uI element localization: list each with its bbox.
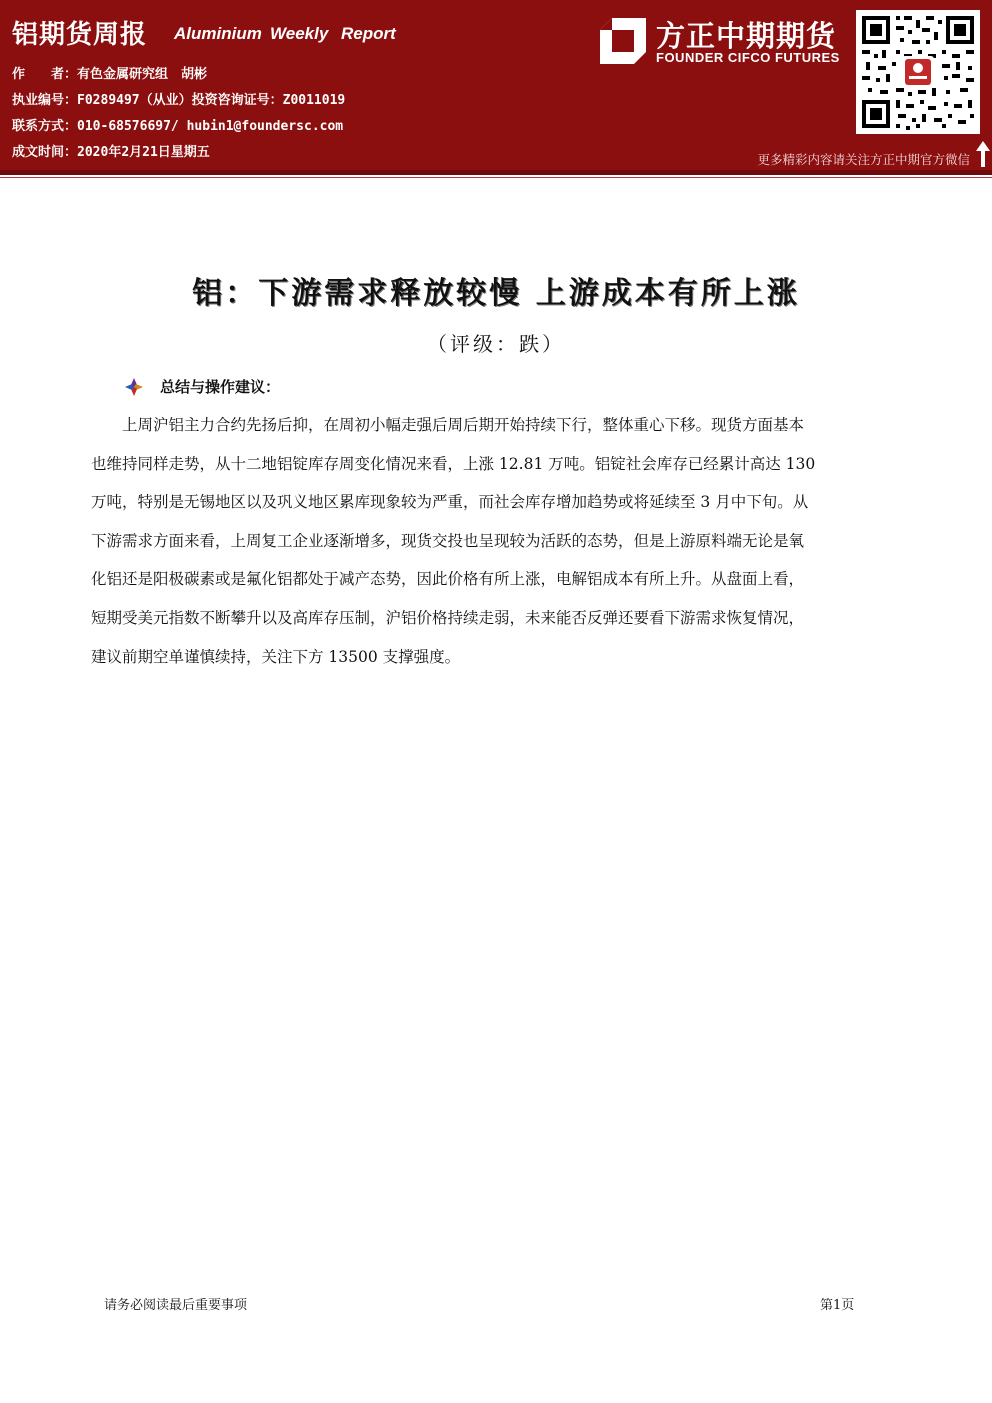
logo-cn-text: 方正中期期货 bbox=[656, 19, 837, 53]
section-heading-text: 总结与操作建议： bbox=[160, 378, 281, 396]
wechat-follow-note: 更多精彩内容请关注方正中期官方微信 bbox=[757, 152, 970, 167]
report-title-cn: 铝期货周报 bbox=[12, 20, 148, 50]
body-line: 化铝还是阳极碳素或是氟化铝都处于减产态势，因此价格有所上涨，电解铝成本有所上升。从盘面上看， bbox=[91, 570, 805, 589]
license-value: F0289497（从业）投资咨询证号：Z0011019 bbox=[77, 93, 346, 108]
date-line bbox=[12, 141, 210, 160]
contact-label: 联系方式： bbox=[12, 119, 78, 134]
footer-disclaimer: 请务必阅读最后重要事项 bbox=[104, 1298, 248, 1313]
body-line: 也维持同样走势，从十二地铝锭库存周变化情况来看，上涨 12.81 万吨。铝锭社会库存已经累计高达 130 bbox=[91, 454, 816, 473]
rating: （评级：跌） bbox=[427, 332, 565, 356]
contact-value: 010-68576697/ hubin1@foundersc.com bbox=[77, 119, 344, 134]
body-line: 万吨，特别是无锡地区以及巩义地区累库现象较为严重，而社会库存增加趋势或将延续至 3 月中下旬。从 bbox=[91, 493, 809, 512]
report-title-en-3: Report bbox=[341, 24, 396, 43]
header-thin-divider bbox=[0, 177, 992, 178]
up-arrow-icon bbox=[975, 140, 991, 168]
date-value: 2020年2月21日星期五 bbox=[77, 145, 210, 160]
license-line bbox=[12, 89, 345, 108]
body-line: 上周沪铝主力合约先扬后抑，在周初小幅走强后周后期开始持续下行，整体重心下移。现货方面基本 bbox=[91, 416, 805, 434]
author-value: 有色金属研究组 胡彬 bbox=[77, 67, 208, 82]
document-title: 铝：下游需求释放较慢 上游成本有所上涨 bbox=[192, 276, 800, 311]
report-title-en-1: Aluminium bbox=[174, 24, 262, 43]
author-label: 作 者： bbox=[12, 67, 78, 82]
body-paragraph bbox=[91, 406, 897, 676]
four-arrow-bullet-icon bbox=[124, 377, 144, 397]
body-line: 下游需求方面来看，上周复工企业逐渐增多，现货交投也呈现较为活跃的态势，但是上游原料端无论是氧 bbox=[91, 531, 805, 550]
report-header bbox=[0, 0, 992, 170]
contact-line bbox=[12, 115, 343, 134]
body-line: 短期受美元指数不断攀升以及高库存压制，沪铝价格持续走弱，未来能否反弹还要看下游需求恢复情况， bbox=[91, 608, 805, 627]
wechat-qr-code-icon bbox=[856, 10, 980, 134]
header-divider bbox=[0, 170, 992, 175]
page-number: 第1页 bbox=[820, 1298, 855, 1313]
report-title-en-2: Weekly bbox=[270, 24, 329, 43]
body-line: 建议前期空单谨慎续持，关注下方 13500 支撑强度。 bbox=[91, 647, 461, 666]
author-line bbox=[12, 63, 207, 82]
company-logo bbox=[598, 14, 854, 70]
license-label: 执业编号： bbox=[12, 93, 78, 108]
date-label: 成文时间： bbox=[12, 145, 78, 160]
logo-en-text: FOUNDER CIFCO FUTURES bbox=[656, 50, 840, 65]
founder-logo-icon bbox=[598, 16, 648, 66]
section-heading bbox=[124, 376, 280, 397]
